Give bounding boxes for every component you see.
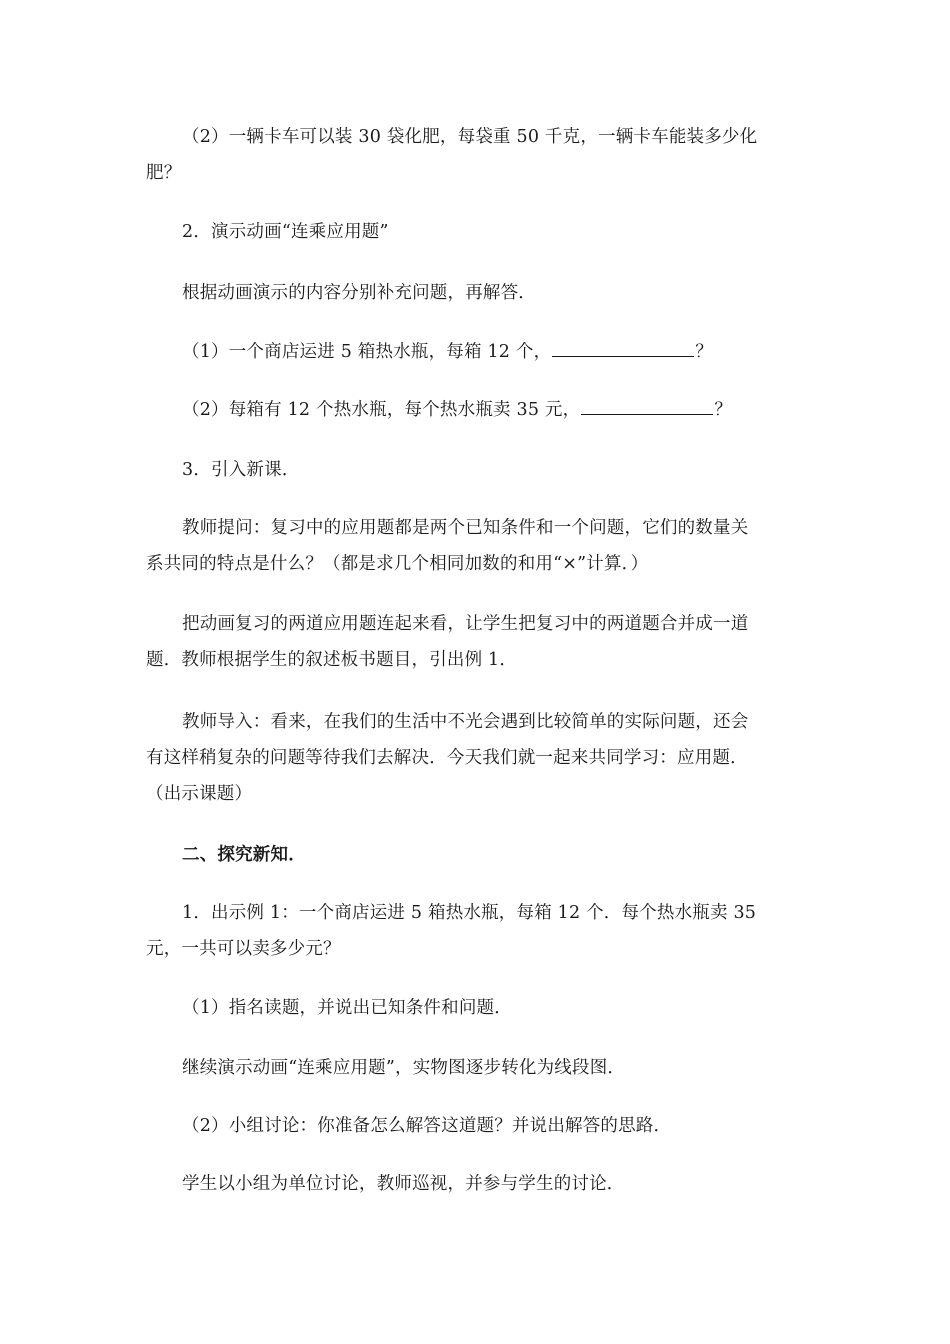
paragraph-step-2	[146, 214, 802, 250]
text-line: 二、探究新知．	[182, 845, 306, 865]
answer-blank[interactable]	[552, 336, 694, 357]
text-line: 根据动画演示的内容分别补充问题，再解答．	[182, 283, 536, 303]
paragraph-fill-2	[146, 392, 802, 428]
text-line: 系共同的特点是什么？（都是求几个相同加数的和用“×”计算．）	[146, 554, 649, 574]
text-line: 学生以小组为单位讨论，教师巡视，并参与学生的讨论．	[182, 1174, 625, 1194]
text-line: （出示课题）	[146, 784, 253, 804]
text-line: 把动画复习的两道应用题连起来看，让学生把复习中的两道题合并成一道	[182, 614, 749, 634]
text-span: ？	[714, 400, 733, 420]
section-heading	[146, 837, 802, 873]
paragraph-question-2	[146, 119, 802, 191]
paragraph-animation	[146, 1050, 802, 1086]
paragraph-read-question	[146, 990, 802, 1026]
text-line: 继续演示动画“连乘应用题”，实物图逐步转化为线段图．	[182, 1058, 626, 1078]
text-line: （2）小组讨论：你准备怎么解答这道题？并说出解答的思路．	[182, 1116, 672, 1136]
paragraph-step-3	[146, 452, 802, 488]
paragraph-group-discussion	[146, 1108, 802, 1144]
text-line: 1．出示例 1：一个商店运进 5 箱热水瓶，每箱 12 个．每个热水瓶卖 35	[182, 903, 757, 923]
paragraph-fill-1	[146, 334, 802, 370]
text-line: （2）一辆卡车可以装 30 袋化肥，每袋重 50 千克，一辆卡车能装多少化	[182, 127, 758, 147]
text-line: 题．教师根据学生的叙述板书题目，引出例 1．	[146, 650, 518, 670]
text-span: ？	[695, 342, 713, 362]
paragraph-example-1	[146, 895, 802, 967]
text-line: 教师导入：看来，在我们的生活中不光会遇到比较简单的实际问题，还会	[182, 712, 749, 732]
text-line: （1）指名读题，并说出已知条件和问题．	[182, 998, 512, 1018]
paragraph-teacher-intro	[146, 704, 802, 812]
text-line: 教师提问：复习中的应用题都是两个已知条件和一个问题，它们的数量关	[182, 518, 749, 538]
paragraph-teacher-question	[146, 510, 802, 582]
text-line: 2．演示动画“连乘应用题”	[182, 222, 389, 242]
text-span: （2）每箱有 12 个热水瓶，每个热水瓶卖 35 元，	[182, 400, 581, 420]
answer-blank[interactable]	[581, 394, 713, 415]
text-span: （1）一个商店运进 5 箱热水瓶，每箱 12 个，	[182, 342, 552, 362]
text-line: 肥？	[146, 163, 182, 183]
paragraph-student-discussion	[146, 1166, 802, 1202]
paragraph-combine	[146, 606, 802, 678]
text-line: 元，一共可以卖多少元？	[146, 939, 341, 959]
text-line: 有这样稍复杂的问题等待我们去解决．今天我们就一起来共同学习：应用题．	[146, 748, 748, 768]
text-line: 3．引入新课．	[182, 460, 300, 480]
paragraph-instruction	[146, 275, 802, 311]
